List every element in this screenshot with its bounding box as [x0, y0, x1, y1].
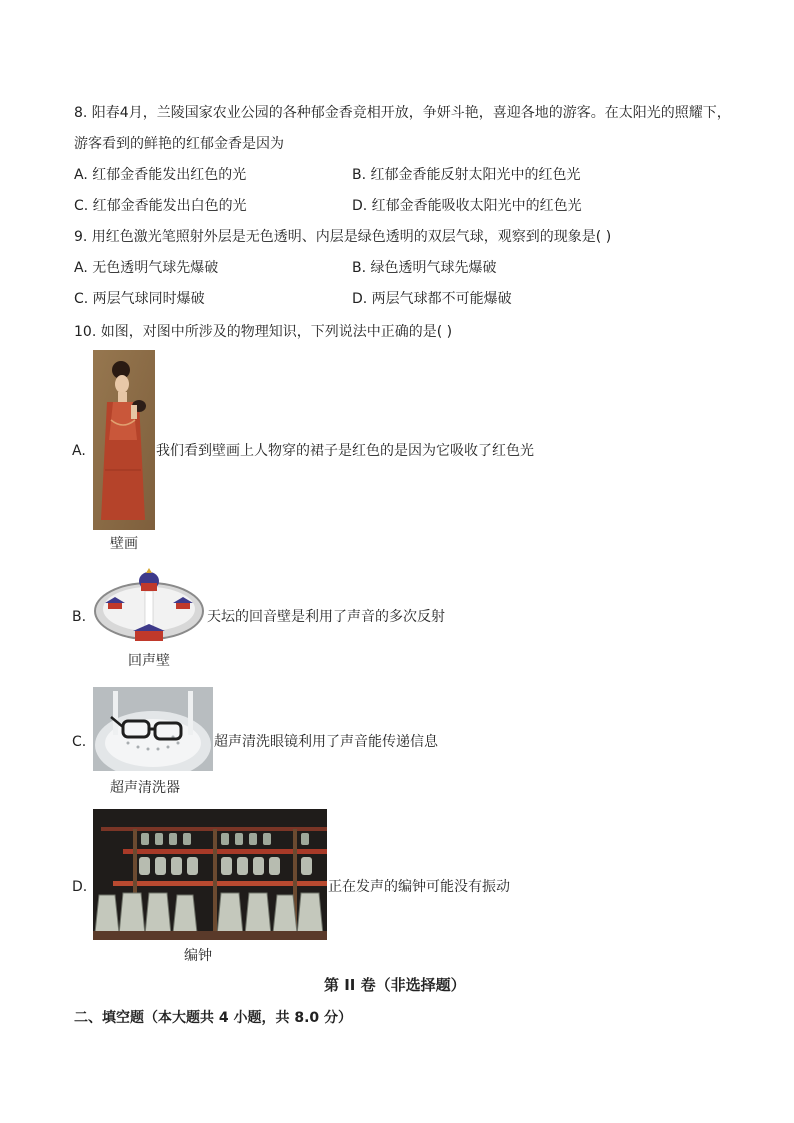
q10-option-c-letter: C. [72, 734, 87, 750]
section2-heading: 二、填空题（本大题共 4 小题，共 8.0 分） [74, 1010, 353, 1026]
q9-option-c: C. 两层气球同时爆破 [74, 291, 205, 307]
q10-option-a-letter: A. [72, 443, 86, 459]
ultrasonic-cleaner-image [93, 687, 213, 771]
q9-option-b: B. 绿色透明气球先爆破 [352, 260, 497, 276]
chime-bells-caption: 编钟 [184, 948, 212, 964]
q10-option-a-text: 我们看到壁画上人物穿的裙子是红色的是因为它吸收了红色光 [156, 443, 534, 459]
q8-option-c: C. 红郁金香能发出白色的光 [74, 198, 247, 214]
ultrasonic-cleaner-caption: 超声清洗器 [110, 780, 180, 796]
q8-stem-line2: 游客看到的鲜艳的红郁金香是因为 [74, 136, 284, 152]
echo-wall-image [93, 565, 205, 647]
mural-caption: 壁画 [110, 536, 138, 552]
q10-stem: 10. 如图，对图中所涉及的物理知识，下列说法中正确的是( ) [74, 324, 453, 340]
q9-option-a: A. 无色透明气球先爆破 [74, 260, 219, 276]
q8-option-a: A. 红郁金香能发出红色的光 [74, 167, 247, 183]
q10-option-d-text: 正在发声的编钟可能没有振动 [328, 879, 510, 895]
q10-option-d-letter: D. [72, 879, 88, 895]
chime-bells-image [93, 809, 327, 940]
q8-option-b: B. 红郁金香能反射太阳光中的红色光 [352, 167, 581, 183]
q10-option-c-text: 超声清洗眼镜利用了声音能传递信息 [214, 734, 438, 750]
q9-option-d: D. 两层气球都不可能爆破 [352, 291, 512, 307]
q8-stem-line1: 8. 阳春4月，兰陵国家农业公园的各种郁金香竞相开放，争妍斗艳，喜迎各地的游客。在太阳光的照耀下， [74, 105, 731, 121]
q10-option-b-text: 天坛的回音壁是利用了声音的多次反射 [207, 609, 445, 625]
q10-option-b-letter: B. [72, 609, 87, 625]
mural-image [93, 350, 155, 530]
echo-wall-caption: 回声壁 [128, 653, 170, 669]
q8-option-d: D. 红郁金香能吸收太阳光中的红色光 [352, 198, 582, 214]
q9-stem: 9. 用红色激光笔照射外层是无色透明、内层是绿色透明的双层气球，观察到的现象是( ) [74, 229, 612, 245]
section2-title: 第 II 卷（非选择题） [324, 976, 466, 994]
